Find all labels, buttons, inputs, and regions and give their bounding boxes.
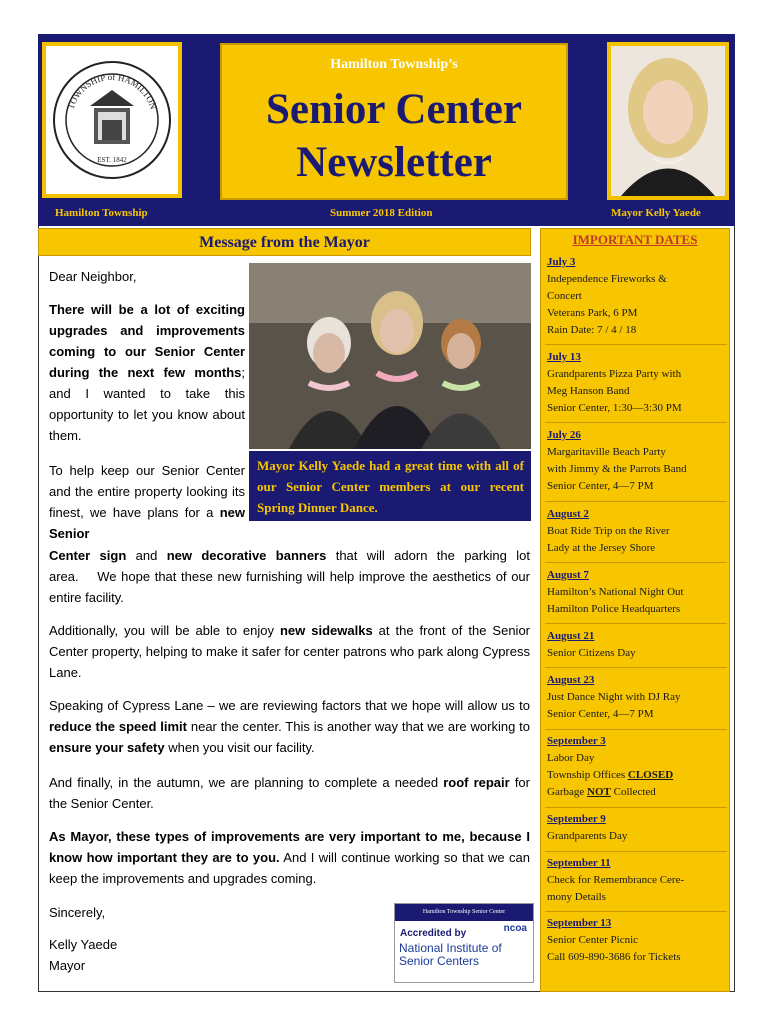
event-august-2 — [547, 506, 727, 557]
event-line: Senior Citizens Day — [547, 647, 636, 659]
signature-title: Mayor — [49, 958, 86, 973]
important-dates-sidebar — [540, 228, 730, 992]
event-line: Independence Fireworks & — [547, 273, 667, 285]
event-line-part: Collected — [610, 786, 656, 798]
event-line: Rain Date: 7 / 4 / 18 — [547, 324, 637, 336]
divider — [545, 344, 727, 345]
p5-a: And finally, in the autumn, we are planning to complete a needed — [49, 775, 444, 790]
event-date: September 13 — [547, 917, 612, 929]
event-line: Labor Day — [547, 752, 595, 764]
event-line-part: Township Offices — [547, 769, 628, 781]
p4-bold-2: ensure your safety — [49, 740, 165, 755]
title-box — [220, 43, 568, 200]
event-july-3 — [547, 254, 727, 339]
sidebar-title: IMPORTANT DATES — [572, 232, 698, 247]
event-september-11 — [547, 855, 727, 906]
event-date: September 9 — [547, 813, 606, 825]
event-september-3 — [547, 733, 727, 801]
event-line-part: Garbage — [547, 786, 588, 798]
event-line: Call 609-890-3686 for Tickets — [547, 951, 681, 963]
message-heading: Message from the Mayor — [199, 234, 370, 251]
event-line: Lady at the Jersey Shore — [547, 542, 656, 554]
paragraph-3 — [49, 620, 530, 683]
paragraph-4 — [49, 695, 530, 758]
not-emphasis: NOT — [587, 786, 611, 798]
event-july-26 — [547, 427, 727, 495]
newsletter-title-line2: Newsletter — [296, 139, 492, 186]
accreditation-label: Accredited by — [400, 928, 467, 939]
event-line: Just Dance Night with DJ Ray — [547, 691, 681, 703]
divider — [545, 422, 727, 423]
edition-label: Summer 2018 Edition — [330, 207, 433, 219]
greeting-text: Dear Neighbor, — [49, 269, 137, 284]
event-line: Senior Center, 1:30—3:30 PM — [547, 402, 682, 414]
p3-bold: new sidewalks — [279, 623, 373, 638]
event-line: Check for Remembrance Cere- — [547, 874, 685, 886]
event-line: with Jimmy & the Parrots Band — [547, 463, 687, 475]
event-line: Hamilton’s National Night Out — [547, 586, 684, 598]
p2-bold-2: new decorative banners — [166, 548, 327, 563]
divider — [545, 623, 727, 624]
photo-caption: Mayor Kelly Yaede had a great time with all of our Senior Center members at our recent Spring Dinner Dance. — [249, 451, 531, 521]
p6-rest: And I will continue working so that we can keep the improvements and upgrades coming. — [49, 850, 530, 886]
divider — [545, 667, 727, 668]
divider — [545, 807, 727, 808]
event-line — [547, 767, 727, 784]
event-line: Senior Center, 4—7 PM — [547, 480, 654, 492]
event-line: Hamilton Police Headquarters — [547, 603, 681, 615]
accreditation-org-line1: National Institute of — [399, 941, 502, 955]
event-date: August 2 — [547, 508, 589, 520]
event-date: July 26 — [547, 429, 581, 441]
p3-c: at the front of the Senior Center property, helping to make it safer for center patrons who park along Cypress Lane. — [49, 623, 530, 680]
p3-a: Additionally, you will be able to enjoy — [49, 623, 280, 638]
event-line: Grandparents Day — [547, 830, 628, 842]
greeting — [49, 266, 245, 287]
divider — [545, 851, 727, 852]
divider — [545, 911, 727, 912]
message-heading-bar — [38, 228, 531, 256]
event-date: August 21 — [547, 630, 595, 642]
seal-icon — [50, 50, 174, 190]
event-line: Senior Center Picnic — [547, 934, 639, 946]
event-september-9 — [547, 811, 727, 845]
paragraph-2-start: To help keep our Senior Center and the entire property looking its finest, we have plans for a new Senior — [49, 463, 245, 541]
portrait-image-icon — [611, 46, 725, 196]
p4-c: near the center. This is another way that we are working to — [187, 719, 531, 734]
mayor-portrait — [607, 42, 729, 200]
seal-text-top: TOWNSHIP of HAMILTON — [65, 71, 159, 111]
event-august-23 — [547, 672, 727, 723]
p4-bold-1: reduce the speed limit — [49, 719, 187, 734]
event-date: September 3 — [547, 735, 606, 747]
event-line: Concert — [547, 290, 582, 302]
p5-bold: roof repair — [443, 775, 510, 790]
seal-text-bottom: EST. 1842 — [97, 156, 127, 164]
p4-e: when you visit our facility. — [164, 740, 315, 755]
signature-name: Kelly Yaede — [49, 937, 118, 952]
header-kicker: Hamilton Township’s — [330, 57, 458, 72]
photo-image-icon — [249, 263, 531, 449]
paragraph-6 — [49, 826, 530, 889]
event-date: August 7 — [547, 569, 589, 581]
event-august-21 — [547, 628, 727, 662]
township-seal — [42, 42, 182, 198]
event-july-13 — [547, 349, 727, 417]
p5-c: for the Senior Center. — [49, 775, 530, 811]
paragraph-1 — [49, 299, 245, 446]
header-right-label: Mayor Kelly Yaede — [611, 207, 701, 219]
event-date: July 13 — [547, 351, 581, 363]
divider — [545, 729, 727, 730]
p4-a: Speaking of Cypress Lane – we are reviewing factors that we hope will allow us to — [49, 698, 530, 713]
event-line: Senior Center, 4—7 PM — [547, 708, 654, 720]
event-line — [547, 784, 727, 801]
ncoa-logo-icon: ncoa — [503, 923, 527, 934]
event-line: Veterans Park, 6 PM — [547, 307, 638, 319]
accreditation-org-line2: Senior Centers — [399, 954, 480, 968]
event-line: Meg Hanson Band — [547, 385, 630, 397]
dinner-dance-photo — [249, 263, 531, 449]
p1-bold: There will be a lot of exciting upgrades and improvements coming to our Senior Center during the next few months — [49, 302, 245, 380]
paragraph-2-end: Center sign and new decorative banners that will adorn the parking lot area. We hope that these new furnishing will help improve the aesthetics of our entire facility. — [49, 548, 530, 605]
event-line: mony Details — [547, 891, 606, 903]
p1-rest: ; and I wanted to take this opportunity to let you know about them. — [49, 365, 245, 443]
accreditation-org — [399, 942, 502, 968]
event-date: September 11 — [547, 857, 611, 869]
newsletter-title-line1: Senior Center — [266, 86, 522, 133]
accreditation-badge — [394, 903, 534, 983]
closed-emphasis: CLOSED — [627, 769, 674, 781]
event-september-13 — [547, 915, 727, 966]
event-line: Boat Ride Trip on the River — [547, 525, 670, 537]
closing: Sincerely, — [49, 905, 106, 920]
header-left-label: Hamilton Township — [55, 207, 148, 219]
event-date: August 23 — [547, 674, 595, 686]
event-line: Grandparents Pizza Party with — [547, 368, 682, 380]
event-august-7 — [547, 567, 727, 618]
event-date: July 3 — [547, 256, 576, 268]
divider — [545, 562, 727, 563]
p6-bold: As Mayor, these types of improvements are very important to me, because I know how important they are to you. — [49, 829, 530, 865]
paragraph-5 — [49, 772, 530, 814]
event-line: Margaritaville Beach Party — [547, 446, 666, 458]
accreditation-banner: Hamilton Township Senior Center — [395, 904, 533, 921]
divider — [545, 501, 727, 502]
